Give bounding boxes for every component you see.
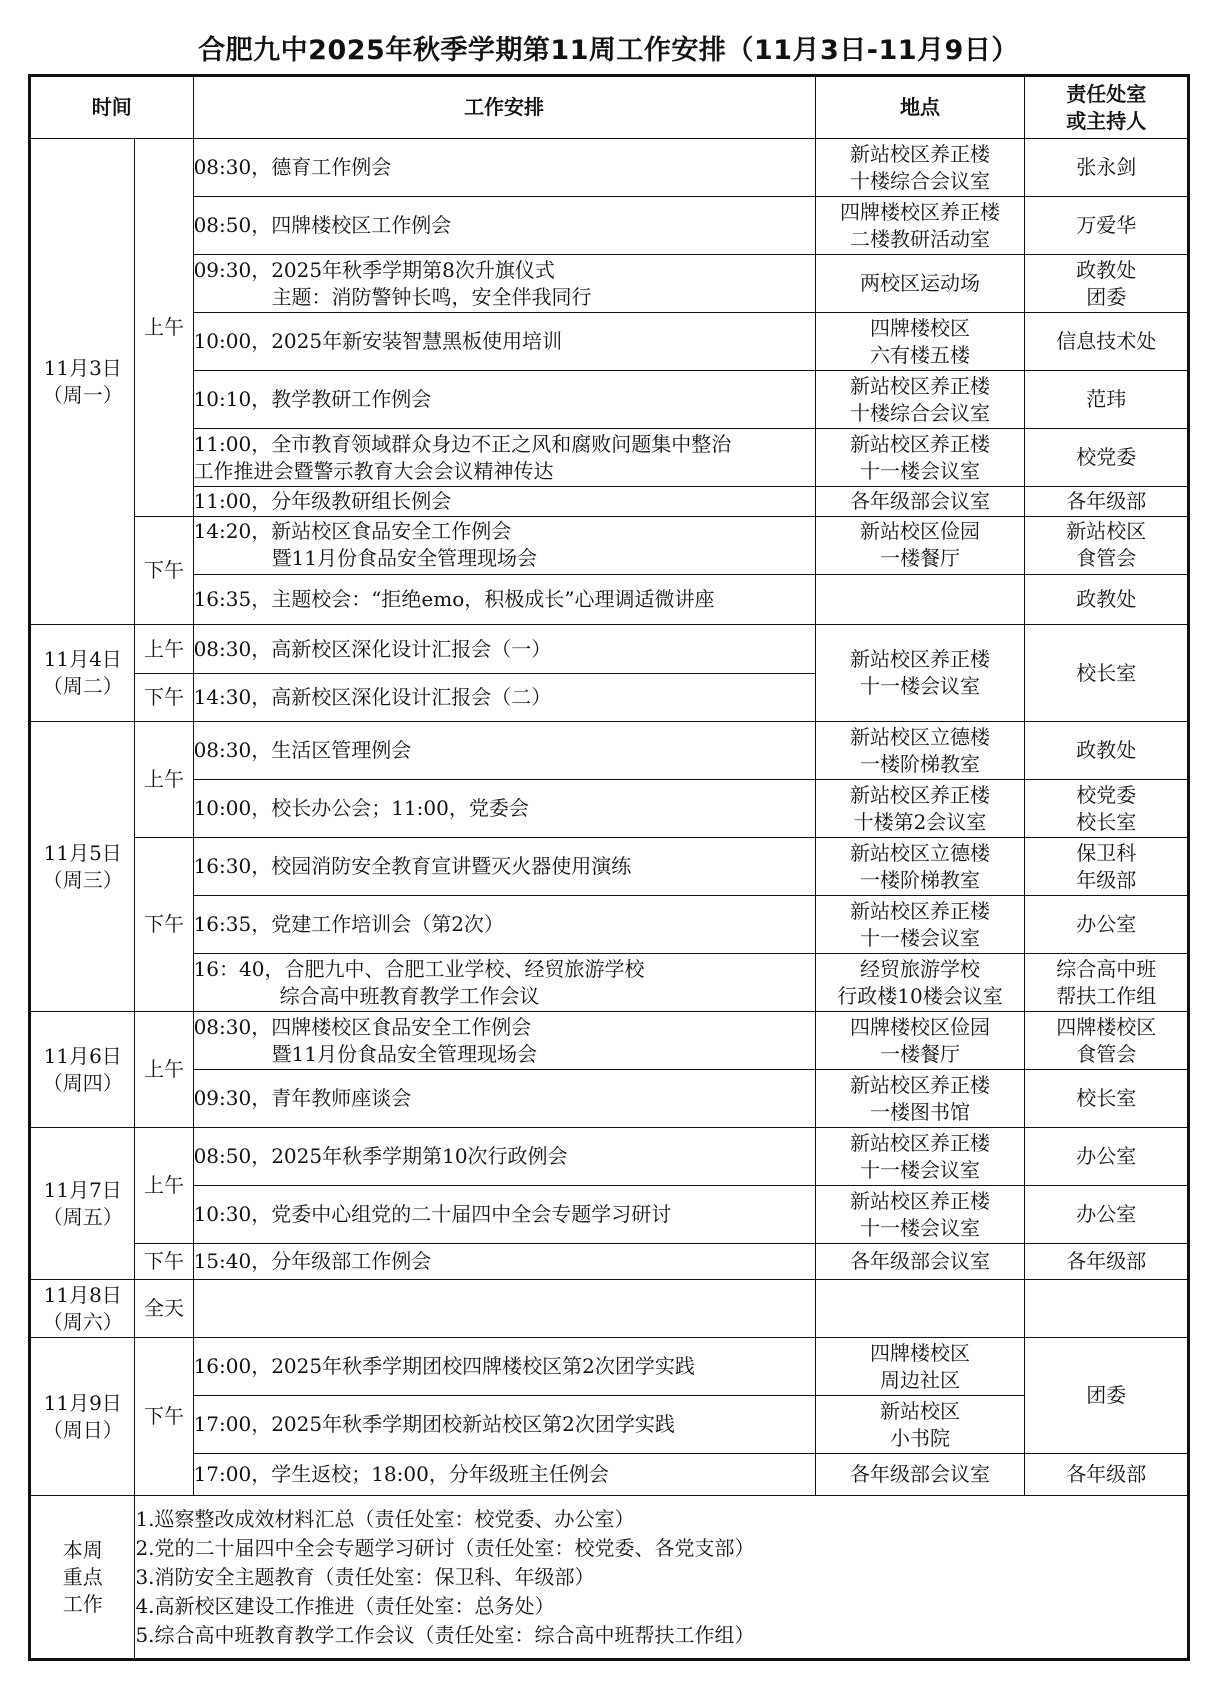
arrangement-text: 工作推进会暨警示教育大会会议精神传达 [193, 458, 554, 483]
arrangement-cell [193, 954, 815, 1012]
location-cell [815, 1338, 1025, 1396]
location-text: 十楼综合会议室 [849, 168, 990, 193]
period-cell: 上午 [135, 1012, 193, 1128]
responsible-text: 办公室 [1076, 912, 1137, 937]
header-arrangement: 工作安排 [193, 76, 815, 139]
responsible-text: 综合高中班 [1056, 956, 1157, 981]
location-text: 新站校区养正楼 [849, 373, 990, 398]
responsible-text: 年级部 [1076, 867, 1137, 892]
period-cell: 下午 [135, 516, 193, 625]
responsible-cell [1025, 139, 1189, 197]
arrangement-cell [193, 429, 815, 487]
arrangement-text: 10:30，党委中心组党的二十届四中全会专题学习研讨 [193, 1202, 672, 1227]
responsible-cell [1025, 1244, 1189, 1280]
arrangement-cell [193, 780, 815, 838]
responsible-text: 保卫科 [1076, 840, 1137, 865]
table-row [30, 780, 1189, 838]
day-date: 11月8日 [43, 1282, 122, 1307]
table-row [30, 1070, 1189, 1128]
location-text: 新站校区养正楼 [849, 431, 990, 456]
arrangement-text: 17:00，学生返校；18:00，分年级班主任例会 [193, 1462, 609, 1487]
location-text: 各年级部会议室 [849, 1462, 990, 1487]
period-cell: 上午 [135, 722, 193, 838]
table-row [30, 429, 1189, 487]
location-text: 十楼第2会议室 [853, 809, 987, 834]
arrangement-cell [193, 487, 815, 517]
day-cell-wed [30, 722, 135, 1012]
header-time: 时间 [30, 76, 194, 139]
location-text: 六有楼五楼 [869, 342, 970, 367]
period-cell: 下午 [135, 1338, 193, 1496]
period-cell: 下午 [135, 838, 193, 1012]
arrangement-text: 综合高中班教育教学工作会议 [279, 983, 540, 1008]
location-text: 新站校区俭园 [859, 519, 980, 544]
location-text: 十一楼会议室 [859, 674, 980, 699]
table-row [30, 516, 1189, 574]
arrangement-text: 暨11月份食品安全管理现场会 [271, 1041, 538, 1066]
location-text: 新站校区立德楼 [849, 840, 990, 865]
arrangement-text: 17:00，2025年秋季学期团校新站校区第2次团学实践 [193, 1412, 675, 1437]
location-cell [815, 954, 1025, 1012]
location-text: 新站校区立德楼 [849, 724, 990, 749]
arrangement-cell [193, 838, 815, 896]
responsible-text: 范玮 [1086, 387, 1127, 412]
arrangement-text: 08:30，生活区管理例会 [193, 738, 412, 763]
location-cell [815, 313, 1025, 371]
day-date: 11月9日 [43, 1390, 122, 1415]
arrangement-text: 16:35，主题校会：“拒绝emo，积极成长”心理调适微讲座 [193, 587, 715, 612]
arrangement-text: 08:50，2025年秋季学期第10次行政例会 [193, 1144, 568, 1169]
responsible-text: 政教处 [1076, 257, 1137, 282]
table-row [30, 722, 1189, 780]
responsible-text: 校长室 [1076, 660, 1137, 685]
responsible-text: 张永剑 [1076, 155, 1137, 180]
arrangement-text: 11:00，全市教育领域群众身边不正之风和腐败问题集中整治 [193, 431, 732, 456]
period-cell: 上午 [135, 625, 193, 674]
responsible-cell [1025, 780, 1189, 838]
responsible-text: 校党委 [1076, 782, 1137, 807]
arrangement-text: 08:30，德育工作例会 [193, 155, 392, 180]
day-weekday: （周三） [42, 867, 123, 892]
responsible-text: 政教处 [1076, 587, 1137, 612]
responsible-text: 新站校区 [1066, 519, 1147, 544]
arrangement-text: 08:30，四牌楼校区食品安全工作例会 [193, 1014, 532, 1039]
arrangement-text: 11:00，分年级教研组长例会 [193, 489, 452, 514]
responsible-text: 四牌楼校区 [1056, 1014, 1157, 1039]
day-cell-fri [30, 1128, 135, 1280]
responsible-cell [1025, 429, 1189, 487]
responsible-cell [1025, 487, 1189, 517]
location-cell [815, 1280, 1025, 1338]
header-responsible-line: 责任处室 [1066, 81, 1147, 106]
day-date: 11月3日 [43, 355, 122, 380]
arrangement-text: 10:10，教学教研工作例会 [193, 387, 432, 412]
location-text: 新站校区养正楼 [849, 898, 990, 923]
arrangement-text: 14:30，高新校区深化设计汇报会（二） [193, 685, 552, 710]
location-text: 一楼餐厅 [879, 546, 960, 571]
focus-label-line: 本周 [62, 1537, 103, 1562]
focus-items-cell [135, 1496, 1189, 1660]
responsible-text: 办公室 [1076, 1144, 1137, 1169]
arrangement-cell [193, 1128, 815, 1186]
period-cell: 上午 [135, 139, 193, 517]
location-cell [815, 1012, 1025, 1070]
period-cell: 下午 [135, 1244, 193, 1280]
table-row [30, 1244, 1189, 1280]
period-cell: 全天 [135, 1280, 193, 1338]
arrangement-cell [193, 1454, 815, 1496]
responsible-text: 校长室 [1076, 1086, 1137, 1111]
arrangement-text: 16:35，党建工作培训会（第2次） [193, 912, 504, 937]
location-cell [815, 371, 1025, 429]
location-text: 新站校区养正楼 [849, 647, 990, 672]
period-cell: 上午 [135, 1128, 193, 1244]
responsible-text: 团委 [1086, 1383, 1127, 1408]
location-text: 十一楼会议室 [859, 1215, 980, 1240]
arrangement-cell [193, 625, 815, 674]
day-cell-tue [30, 625, 135, 722]
page-title: 合肥九中2025年秋季学期第11周工作安排（11月3日-11月9日） [198, 35, 1019, 66]
table-row [30, 371, 1189, 429]
location-text: 各年级部会议室 [849, 489, 990, 514]
day-cell-thu [30, 1012, 135, 1128]
location-text: 经贸旅游学校 [859, 956, 980, 981]
location-text: 四牌楼校区养正楼 [839, 199, 1000, 224]
location-text: 一楼阶梯教室 [859, 751, 980, 776]
location-text: 一楼阶梯教室 [859, 867, 980, 892]
table-row [30, 487, 1189, 517]
location-text: 十楼综合会议室 [849, 400, 990, 425]
arrangement-text: 08:50，四牌楼校区工作例会 [193, 213, 452, 238]
arrangement-cell [193, 1186, 815, 1244]
location-text: 周边社区 [879, 1367, 960, 1392]
responsible-text: 办公室 [1076, 1202, 1137, 1227]
focus-item: 4.高新校区建设工作推进（责任处室：总务处） [135, 1593, 555, 1618]
focus-item: 2.党的二十届四中全会专题学习研讨（责任处室：校党委、各党支部） [135, 1535, 755, 1560]
arrangement-cell [193, 673, 815, 722]
focus-item: 3.消防安全主题教育（责任处室：保卫科、年级部） [135, 1564, 595, 1589]
focus-item: 5.综合高中班教育教学工作会议（责任处室：综合高中班帮扶工作组） [135, 1622, 755, 1647]
arrangement-text: 10:00，2025年新安装智慧黑板使用培训 [193, 329, 563, 354]
responsible-text: 信息技术处 [1056, 329, 1157, 354]
arrangement-text: 08:30，高新校区深化设计汇报会（一） [193, 636, 552, 661]
location-cell [815, 1244, 1025, 1280]
location-text: 小书院 [889, 1425, 950, 1450]
responsible-cell [1025, 371, 1189, 429]
focus-label-line: 重点 [62, 1564, 103, 1589]
table-row [30, 1128, 1189, 1186]
location-text: 十一楼会议室 [859, 925, 980, 950]
arrangement-cell [193, 313, 815, 371]
arrangement-text: 16：40，合肥九中、合肥工业学校、经贸旅游学校 [193, 956, 645, 981]
location-cell [815, 197, 1025, 255]
day-cell-sat [30, 1280, 135, 1338]
responsible-cell [1025, 516, 1189, 574]
location-cell [815, 896, 1025, 954]
table-row [30, 954, 1189, 1012]
arrangement-cell [193, 197, 815, 255]
arrangement-cell [193, 896, 815, 954]
table-row [30, 313, 1189, 371]
arrangement-cell [193, 1280, 815, 1338]
day-date: 11月7日 [43, 1177, 122, 1202]
responsible-text: 万爱华 [1076, 213, 1137, 238]
arrangement-text: 14:20，新站校区食品安全工作例会 [193, 519, 512, 544]
table-row [30, 1338, 1189, 1396]
arrangement-text: 09:30，青年教师座谈会 [193, 1086, 412, 1111]
table-row [30, 139, 1189, 197]
location-cell [815, 487, 1025, 517]
responsible-cell [1025, 1128, 1189, 1186]
responsible-cell [1025, 197, 1189, 255]
responsible-text: 食管会 [1076, 1041, 1137, 1066]
location-cell [815, 574, 1025, 625]
table-row [30, 1012, 1189, 1070]
location-cell [815, 516, 1025, 574]
location-text: 四牌楼校区 [869, 1340, 970, 1365]
responsible-text: 校长室 [1076, 809, 1137, 834]
responsible-cell [1025, 1280, 1189, 1338]
responsible-cell [1025, 896, 1189, 954]
arrangement-cell [193, 1012, 815, 1070]
arrangement-cell [193, 1396, 815, 1454]
location-text: 二楼教研活动室 [849, 226, 990, 251]
location-text: 新站校区 [879, 1398, 960, 1423]
responsible-cell [1025, 1338, 1189, 1454]
responsible-cell [1025, 1186, 1189, 1244]
location-cell [815, 722, 1025, 780]
responsible-text: 政教处 [1076, 738, 1137, 763]
arrangement-cell [193, 1338, 815, 1396]
responsible-cell [1025, 838, 1189, 896]
day-cell-sun [30, 1338, 135, 1496]
header-location: 地点 [815, 76, 1025, 139]
arrangement-cell [193, 516, 815, 574]
location-cell [815, 1396, 1025, 1454]
arrangement-cell [193, 722, 815, 780]
arrangement-text: 15:40，分年级部工作例会 [193, 1249, 432, 1274]
location-text: 一楼餐厅 [879, 1041, 960, 1066]
table-row [30, 1186, 1189, 1244]
focus-label-cell [30, 1496, 135, 1660]
table-row [30, 574, 1189, 625]
arrangement-cell [193, 255, 815, 313]
arrangement-cell [193, 1070, 815, 1128]
table-row [30, 1454, 1189, 1496]
arrangement-text: 16:30，校园消防安全教育宣讲暨灭火器使用演练 [193, 854, 632, 879]
location-cell [815, 139, 1025, 197]
table-row [30, 255, 1189, 313]
responsible-cell [1025, 722, 1189, 780]
location-cell [815, 1454, 1025, 1496]
responsible-cell [1025, 954, 1189, 1012]
focus-row [30, 1496, 1189, 1660]
location-text: 一楼图书馆 [869, 1099, 970, 1124]
arrangement-text: 16:00，2025年秋季学期团校四牌楼校区第2次团学实践 [193, 1354, 695, 1379]
location-text: 新站校区养正楼 [849, 141, 990, 166]
header-row [30, 76, 1189, 139]
responsible-text: 各年级部 [1066, 1249, 1147, 1274]
day-date: 11月6日 [43, 1043, 122, 1068]
arrangement-text: 暨11月份食品安全管理现场会 [271, 546, 538, 571]
arrangement-text: 主题：消防警钟长鸣，安全伴我同行 [271, 284, 592, 309]
period-cell: 下午 [135, 673, 193, 722]
location-text: 新站校区养正楼 [849, 1130, 990, 1155]
location-cell [815, 838, 1025, 896]
day-weekday: （周日） [42, 1417, 123, 1442]
location-text: 新站校区养正楼 [849, 782, 990, 807]
arrangement-cell [193, 574, 815, 625]
day-weekday: （周一） [42, 382, 123, 407]
location-text: 十一楼会议室 [859, 458, 980, 483]
responsible-cell [1025, 1012, 1189, 1070]
day-weekday: （周四） [42, 1070, 123, 1095]
focus-label-line: 工作 [62, 1591, 103, 1616]
arrangement-text: 09:30，2025年秋季学期第8次升旗仪式 [193, 257, 555, 282]
table-row [30, 838, 1189, 896]
responsible-text: 校党委 [1076, 445, 1137, 470]
day-weekday: （周五） [42, 1204, 123, 1229]
header-responsible [1025, 76, 1189, 139]
location-text: 各年级部会议室 [849, 1249, 990, 1274]
responsible-text: 食管会 [1076, 546, 1137, 571]
day-date: 11月5日 [43, 840, 122, 865]
location-text: 四牌楼校区 [869, 315, 970, 340]
table-row [30, 1280, 1189, 1338]
location-text: 十一楼会议室 [859, 1157, 980, 1182]
arrangement-cell [193, 139, 815, 197]
location-cell [815, 780, 1025, 838]
table-row [30, 625, 1189, 674]
responsible-cell [1025, 625, 1189, 722]
location-cell [815, 255, 1025, 313]
table-row [30, 1396, 1189, 1454]
day-cell-mon [30, 139, 135, 625]
location-text: 新站校区养正楼 [849, 1188, 990, 1213]
location-cell [815, 1070, 1025, 1128]
header-responsible-line: 或主持人 [1066, 108, 1147, 133]
location-text: 两校区运动场 [859, 271, 980, 296]
responsible-text: 各年级部 [1066, 1462, 1147, 1487]
location-cell [815, 1186, 1025, 1244]
arrangement-cell [193, 1244, 815, 1280]
arrangement-text: 10:00，校长办公会；11:00，党委会 [193, 796, 529, 821]
table-row [30, 197, 1189, 255]
responsible-cell [1025, 1454, 1189, 1496]
responsible-cell [1025, 1070, 1189, 1128]
responsible-cell [1025, 313, 1189, 371]
focus-item: 1.巡察整改成效材料汇总（责任处室：校党委、办公室） [135, 1506, 635, 1531]
arrangement-cell [193, 371, 815, 429]
schedule-table [28, 74, 1190, 1661]
table-row [30, 896, 1189, 954]
responsible-text: 各年级部 [1066, 489, 1147, 514]
location-text: 行政楼10楼会议室 [837, 983, 1003, 1008]
day-weekday: （周二） [42, 674, 123, 699]
location-text: 四牌楼校区俭园 [849, 1014, 990, 1039]
responsible-cell [1025, 255, 1189, 313]
location-text: 新站校区养正楼 [849, 1072, 990, 1097]
responsible-text: 帮扶工作组 [1056, 983, 1157, 1008]
location-cell [815, 1128, 1025, 1186]
day-date: 11月4日 [43, 647, 122, 672]
location-cell [815, 429, 1025, 487]
responsible-cell [1025, 574, 1189, 625]
responsible-text: 团委 [1086, 284, 1127, 309]
day-weekday: （周六） [42, 1309, 123, 1334]
location-cell [815, 625, 1025, 722]
